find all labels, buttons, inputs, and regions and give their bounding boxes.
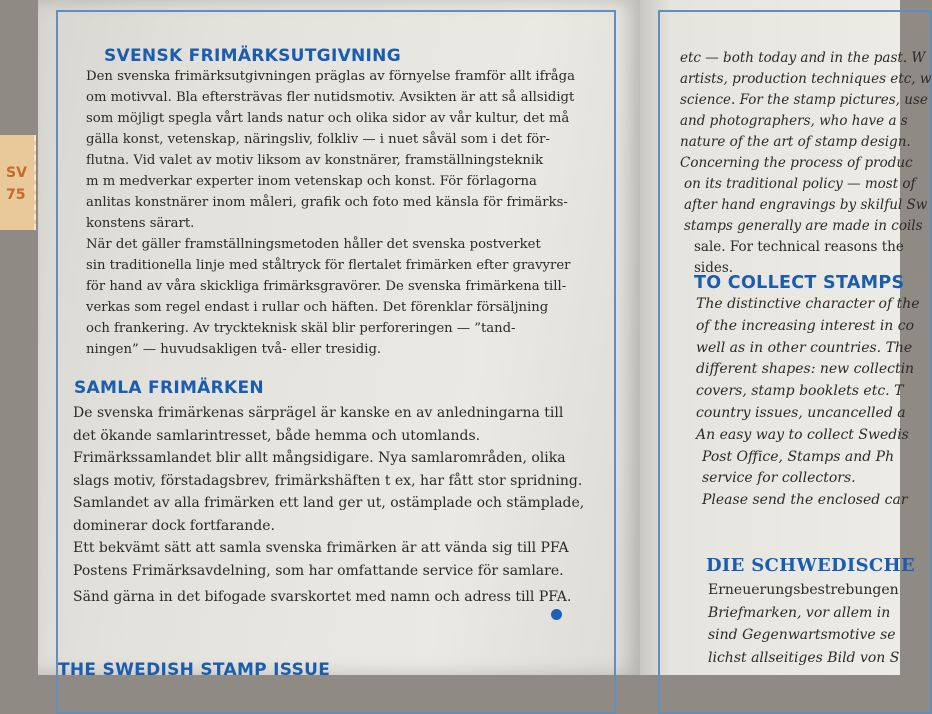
text-line: flutna. Vid valet av motiv liksom av konstnärer, framställningsteknik <box>86 153 544 168</box>
text-line: Ett bekvämt sätt att samla svenska frimärken är att vända sig till PFA <box>73 540 569 556</box>
text-line: lichst allseitiges Bild von S <box>708 649 900 666</box>
background-stamp <box>0 135 36 230</box>
stamp-text-line: 75 <box>6 187 26 203</box>
text-line: on its traditional policy — most of <box>684 176 916 192</box>
text-line: The distinctive character of the <box>696 296 920 312</box>
text-line: dominerar dock fortfarande. <box>73 517 276 534</box>
text-line: ningen” — huvudsakligen två- eller tresidig. <box>86 342 382 357</box>
stamp-text-line: SV <box>6 165 27 181</box>
paragraph-utgivning <box>86 66 575 360</box>
text-line: konstens särart. <box>86 216 195 231</box>
text-line: and photographers, who have a s <box>680 113 908 129</box>
text-line: covers, stamp booklets etc. T <box>696 383 904 400</box>
text-line: stamps generally are made in coils <box>684 218 923 234</box>
end-mark-dot <box>551 609 562 620</box>
text-line: och frankering. Av tryckteknisk skäl blir perforeringen — ”tand- <box>86 321 516 336</box>
text-line: Briefmarken, vor allem in <box>708 604 891 621</box>
text-line: det ökande samlarintresset, både hemma och utomlands. <box>73 427 481 444</box>
text-line: country issues, uncancelled a <box>696 404 906 421</box>
text-line: De svenska frimärkenas särprägel är kanske en av anledningarna till <box>73 405 564 421</box>
text-line: service for collectors. <box>702 470 856 487</box>
paragraph-right-intro <box>680 48 931 279</box>
text-line: etc — both today and in the past. W <box>680 50 926 66</box>
heading-swedish-stamp-issue: THE SWEDISH STAMP ISSUE <box>58 660 331 680</box>
text-line: för hand av våra skickliga frimärksgravörer. De svenska frimärkena till- <box>86 279 567 294</box>
text-line: different shapes: new collectin <box>696 361 915 378</box>
text-line: Samlandet av alla frimärken ett land ger ut, ostämplade och stämplade, <box>73 495 585 511</box>
text-line: om motivval. Bla eftersträvas fler nutidsmotiv. Avsikten är att så allsidigt <box>86 90 575 105</box>
text-line: anlitas konstnärer inom måleri, grafik och foto med känsla för frimärks- <box>86 195 568 210</box>
paragraph-samla <box>73 402 584 609</box>
text-line: Please send the enclosed car <box>702 492 908 509</box>
heading-svensk-frimarksutgivning: SVENSK FRIMÄRKSUTGIVNING <box>104 46 401 66</box>
paragraph-right-german <box>708 579 899 669</box>
text-line: Concerning the process of produc <box>680 155 913 171</box>
text-line: sides. <box>694 260 734 276</box>
text-line: sale. For technical reasons the <box>694 239 904 255</box>
text-line: Frimärkssamlandet blir allt mångsidigare. Nya samlarområden, olika <box>73 450 566 466</box>
text-line: sin traditionella linje med ståltryck för flertalet frimärken efter gravyrer <box>86 258 571 273</box>
text-line: Erneuerungsbestrebungen <box>708 582 899 598</box>
heading-to-collect-stamps: TO COLLECT STAMPS <box>694 273 905 293</box>
text-line: m m medverkar experter inom vetenskap och konst. För förlagorna <box>86 174 537 189</box>
text-line: well as in other countries. The <box>696 339 913 356</box>
text-line: after hand engravings by skilful Sw <box>684 197 928 213</box>
text-line: Sänd gärna in det bifogade svarskortet med namn och adress till PFA. <box>73 589 572 605</box>
text-line: artists, production techniques etc, w <box>680 71 932 87</box>
text-line: som möjligt spegla vårt lands natur och olika sidor av vår kultur, det må <box>86 111 570 126</box>
text-line: Post Office, Stamps and Ph <box>702 448 895 465</box>
text-line: science. For the stamp pictures, use <box>680 92 928 108</box>
heading-samla-frimarken: SAMLA FRIMÄRKEN <box>74 378 264 398</box>
text-line: slags motiv, förstadagsbrev, frimärkshäften t ex, har fått stor spridning. <box>73 472 583 489</box>
text-line: nature of the art of stamp design. <box>680 134 911 150</box>
text-line: An easy way to collect Swedis <box>696 426 909 443</box>
heading-die-schwedische: DIE SCHWEDISCHE <box>706 555 915 576</box>
text-line: Postens Frimärksavdelning, som har omfattande service för samlare. <box>73 562 564 579</box>
text-line: of the increasing interest in co <box>696 317 915 334</box>
text-line: sind Gegenwartsmotive se <box>708 627 896 643</box>
text-line: gälla konst, vetenskap, näringsliv, folkliv — i nuet såväl som i det för- <box>86 132 550 147</box>
paragraph-right-collect <box>696 294 920 512</box>
text-line: När det gäller framställningsmetoden håller det svenska postverket <box>86 237 541 252</box>
text-line: Den svenska frimärksutgivningen präglas av förnyelse framför allt ifråga <box>86 69 575 84</box>
text-line: verkas som regel endast i rullar och häften. Det förenklar försäljning <box>86 300 549 315</box>
